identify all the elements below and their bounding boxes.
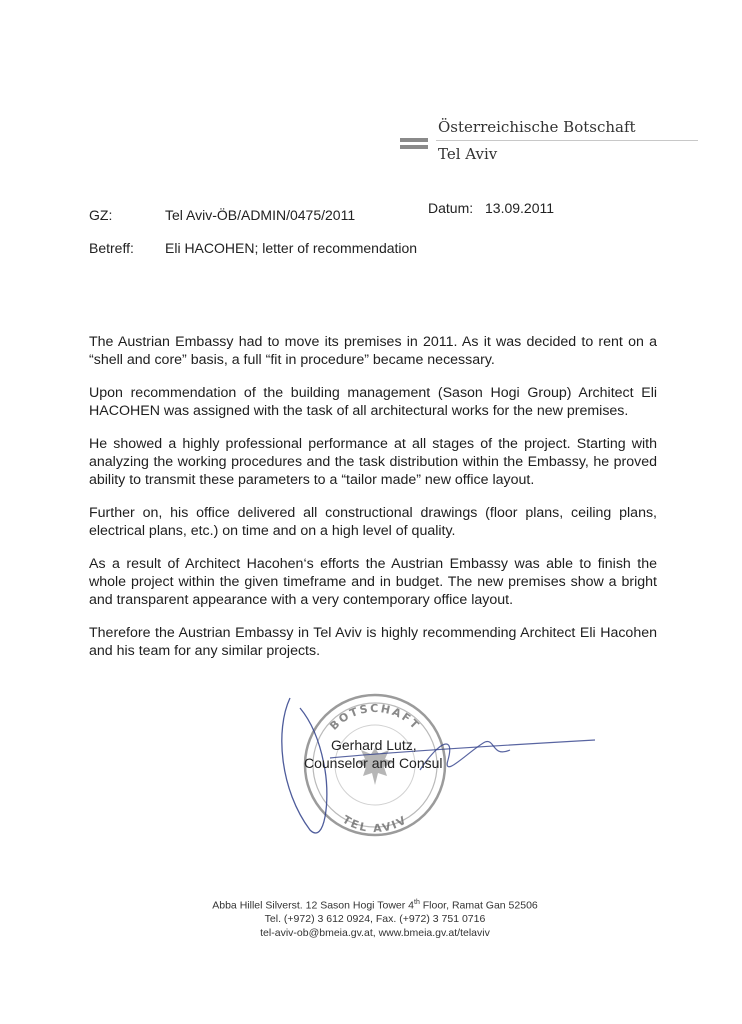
footer-address-sup: th	[414, 899, 420, 906]
svg-text:TEL AVIV: TEL AVIV	[340, 812, 410, 836]
signer-name: Gerhard Lutz,	[331, 737, 417, 753]
body-paragraph: Therefore the Austrian Embassy in Tel Aviv is highly recommending Architect Eli Hacohen and his team for any similar projects.	[89, 625, 657, 659]
letter-body	[89, 333, 657, 675]
body-paragraph: As a result of Architect Hacohen‘s efforts the Austrian Embassy was able to finish the whole project within the given timeframe and in budget. The new premises show a bright and transparent appearance with a very contemporary office layout.	[89, 556, 657, 608]
footer-address-part2: Floor, Ramat Gan 52506	[419, 899, 538, 912]
footer-phone: Tel. (+972) 3 612 0924, Fax. (+972) 3 751 0716	[264, 913, 486, 925]
body-paragraph: Upon recommendation of the building management (Sason Hogi Group) Architect Eli HACOHEN was assigned with the task of all architectural works for the new premises.	[89, 385, 657, 419]
date-label: Datum:	[428, 200, 474, 216]
footer-web: tel-aviv-ob@bmeia.gv.at, www.bmeia.gv.at/telaviv	[260, 926, 490, 939]
signer-block	[304, 736, 443, 772]
body-paragraph: He showed a highly professional performance at all stages of the project. Starting with analyzing the working procedures and the task distribution within the Embassy, he proved ability to transmit these parameters to a “tailor made” new office layout.	[89, 436, 657, 488]
gz-label: GZ:	[89, 207, 113, 223]
signer-title: Counselor and Consul	[304, 755, 443, 771]
embassy-logo-bars-icon	[400, 138, 430, 152]
footer-address-part1: Abba Hillel Silverst. 12 Sason Hogi Tower 4	[212, 899, 414, 912]
footer-contact	[150, 896, 600, 940]
letterhead-city: Tel Aviv	[438, 145, 498, 163]
subject-value: Eli HACOHEN; letter of recommendation	[165, 240, 418, 256]
date-value: 13.09.2011	[485, 200, 555, 216]
footer-address	[150, 896, 600, 913]
body-paragraph: The Austrian Embassy had to move its premises in 2011. As it was decided to rent on a “shell and core” basis, a full “fit in procedure” became necessary.	[89, 334, 657, 368]
letterhead-rule	[436, 140, 698, 141]
letterhead	[400, 118, 700, 168]
gz-value: Tel Aviv-ÖB/ADMIN/0475/2011	[165, 207, 356, 223]
body-paragraph: Further on, his office delivered all constructional drawings (floor plans, ceiling plans, electrical plans, etc.) on time and on a high level of quality.	[89, 505, 657, 539]
subject-label: Betreff:	[89, 240, 134, 256]
letterhead-embassy-name: Österreichische Botschaft	[438, 118, 636, 136]
svg-text:BOTSCHAFT: BOTSCHAFT	[327, 701, 423, 733]
